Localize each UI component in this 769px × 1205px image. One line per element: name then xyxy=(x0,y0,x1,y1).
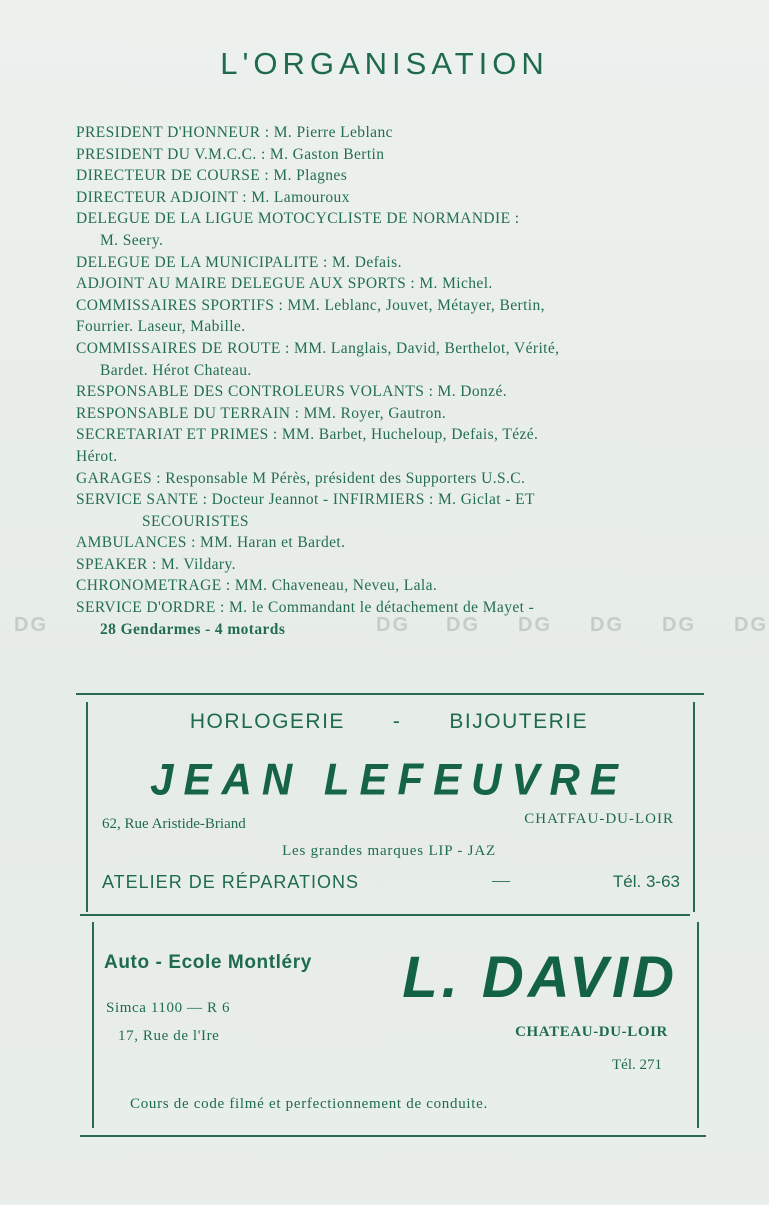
heading-separator: - xyxy=(392,710,402,733)
course-line: Cours de code filmé et perfectionnement de conduite. xyxy=(130,1096,488,1112)
dash: — xyxy=(492,870,510,890)
watermark: DG xyxy=(590,614,624,636)
divider-top xyxy=(76,693,704,695)
brands-line: Les grandes marques LIP - JAZ xyxy=(282,843,496,859)
brand-name: JEAN LEFEUVRE xyxy=(150,754,628,805)
org-line: DELEGUE DE LA MUNICIPALITE : M. Defais. xyxy=(76,253,402,271)
address: 62, Rue Aristide-Briand xyxy=(102,816,246,832)
address: 17, Rue de l'Ire xyxy=(118,1028,220,1044)
org-line: COMMISSAIRES DE ROUTE : MM. Langlais, David, Berthelot, Vérité, xyxy=(76,339,560,357)
org-line: PRESIDENT DU V.M.C.C. : M. Gaston Bertin xyxy=(76,145,385,163)
telephone: Tél. 3-63 xyxy=(612,872,680,891)
org-line: Fourrier. Laseur, Mabille. xyxy=(76,318,246,336)
org-line: SERVICE SANTE : Docteur Jeannot - INFIRMIERS : M. Giclat - ET xyxy=(76,491,535,509)
divider-middle xyxy=(80,914,690,916)
org-line: GARAGES : Responsable M Pérès, président des Supporters U.S.C. xyxy=(76,469,526,487)
org-line: RESPONSABLE DU TERRAIN : MM. Royer, Gautron. xyxy=(76,404,447,422)
org-line: SERVICE D'ORDRE : M. le Commandant le détachement de Mayet - xyxy=(76,599,535,617)
org-line: COMMISSAIRES SPORTIFS : MM. Leblanc, Jouvet, Métayer, Bertin, xyxy=(76,296,545,314)
heading-right: BIJOUTERIE xyxy=(449,710,589,733)
org-line: 28 Gendarmes - 4 motards xyxy=(100,620,286,638)
city: CHATFAU-DU-LOIR xyxy=(524,811,674,827)
watermark: DG xyxy=(14,614,48,636)
city: CHATEAU-DU-LOIR xyxy=(515,1024,668,1040)
ad-horlogerie xyxy=(82,698,696,912)
brand-name: L. DAVID xyxy=(402,945,678,1010)
divider-bottom xyxy=(80,1135,706,1137)
org-line: CHRONOMETRAGE : MM. Chaveneau, Neveu, Lala. xyxy=(76,577,438,595)
telephone: Tél. 271 xyxy=(612,1057,662,1073)
org-line: RESPONSABLE DES CONTROLEURS VOLANTS : M. Donzé. xyxy=(76,383,508,401)
org-line: SPEAKER : M. Vildary. xyxy=(76,555,236,573)
org-line: Bardet. Hérot Chateau. xyxy=(100,361,252,379)
org-line: AMBULANCES : MM. Haran et Bardet. xyxy=(76,534,346,552)
watermark: DG xyxy=(662,614,696,636)
org-line: SECRETARIAT ET PRIMES : MM. Barbet, Hucheloup, Defais, Tézé. xyxy=(76,426,539,444)
org-line: DIRECTEUR DE COURSE : M. Plagnes xyxy=(76,167,348,185)
org-line: M. Seery. xyxy=(100,231,164,249)
watermark: DG xyxy=(376,614,410,636)
watermark: DG xyxy=(446,614,480,636)
watermark: DG xyxy=(734,614,768,636)
watermark: DG xyxy=(518,614,552,636)
ad-heading xyxy=(82,710,696,734)
cars-line: Simca 1100 — R 6 xyxy=(106,1000,231,1016)
org-line: DELEGUE DE LA LIGUE MOTOCYCLISTE DE NORMANDIE : xyxy=(76,210,520,228)
org-line: Hérot. xyxy=(76,447,118,465)
page-title: L'ORGANISATION xyxy=(220,46,549,81)
ad-auto-ecole xyxy=(88,920,698,1130)
org-line: ADJOINT AU MAIRE DELEGUE AUX SPORTS : M. Michel. xyxy=(76,275,493,293)
organisation-list xyxy=(76,122,706,640)
heading-left: HORLOGERIE xyxy=(189,710,345,733)
org-line: DIRECTEUR ADJOINT : M. Lamouroux xyxy=(76,188,350,206)
org-line: SECOURISTES xyxy=(142,512,249,530)
org-line: PRESIDENT D'HONNEUR : M. Pierre Leblanc xyxy=(76,124,393,141)
school-name: Auto - Ecole Montléry xyxy=(104,952,312,973)
atelier-text: ATELIER DE RÉPARATIONS xyxy=(102,872,360,892)
